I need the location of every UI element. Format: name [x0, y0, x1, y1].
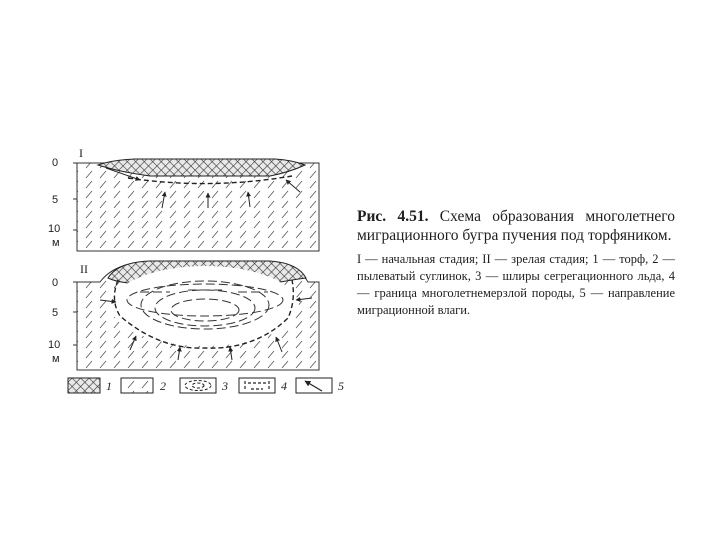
depth-tick-10: 10	[48, 223, 61, 235]
legend-number: 3	[222, 379, 228, 393]
panel-label: I	[79, 146, 83, 160]
panel-initial-stage	[48, 146, 319, 251]
caption-title-text: Схема образования многолетнего миграционного бугра пучения под торфяником.	[357, 208, 675, 244]
legend-number: 4	[281, 379, 287, 393]
legend-number: 5	[338, 379, 344, 393]
panel-label: II	[80, 262, 88, 276]
figure-caption	[357, 207, 675, 319]
depth-tick-10: 10	[48, 339, 61, 351]
panel-mature-stage	[48, 261, 319, 370]
legend-number: 1	[106, 379, 112, 393]
depth-tick-5: 5	[52, 307, 59, 319]
depth-tick-0: 0	[52, 277, 59, 289]
legend-item-2	[121, 378, 166, 393]
legend-item-5	[296, 378, 344, 393]
depth-unit: м	[52, 237, 60, 249]
legend-item-3	[180, 378, 228, 393]
dashed-loam-icon	[121, 378, 153, 393]
depth-tick-5: 5	[52, 194, 59, 206]
caption-legend-text: I — начальная стадия; II — зрелая стадия; 1 — торф, 2 — пылеватый суглинок, 3 — шлиры сегрегационного льда, 4 — граница многолетнемерзлой породы, 5 — направление миграционной влаги.	[357, 252, 675, 317]
figure-number: Рис. 4.51.	[357, 208, 429, 225]
depth-tick-0: 0	[52, 157, 59, 169]
legend-number: 2	[160, 379, 166, 393]
legend	[68, 378, 344, 393]
depth-unit: м	[52, 353, 60, 365]
legend-item-1	[68, 378, 112, 393]
peat-hatch-icon	[68, 378, 100, 393]
caption-title	[357, 207, 675, 245]
legend-item-4	[239, 378, 287, 393]
